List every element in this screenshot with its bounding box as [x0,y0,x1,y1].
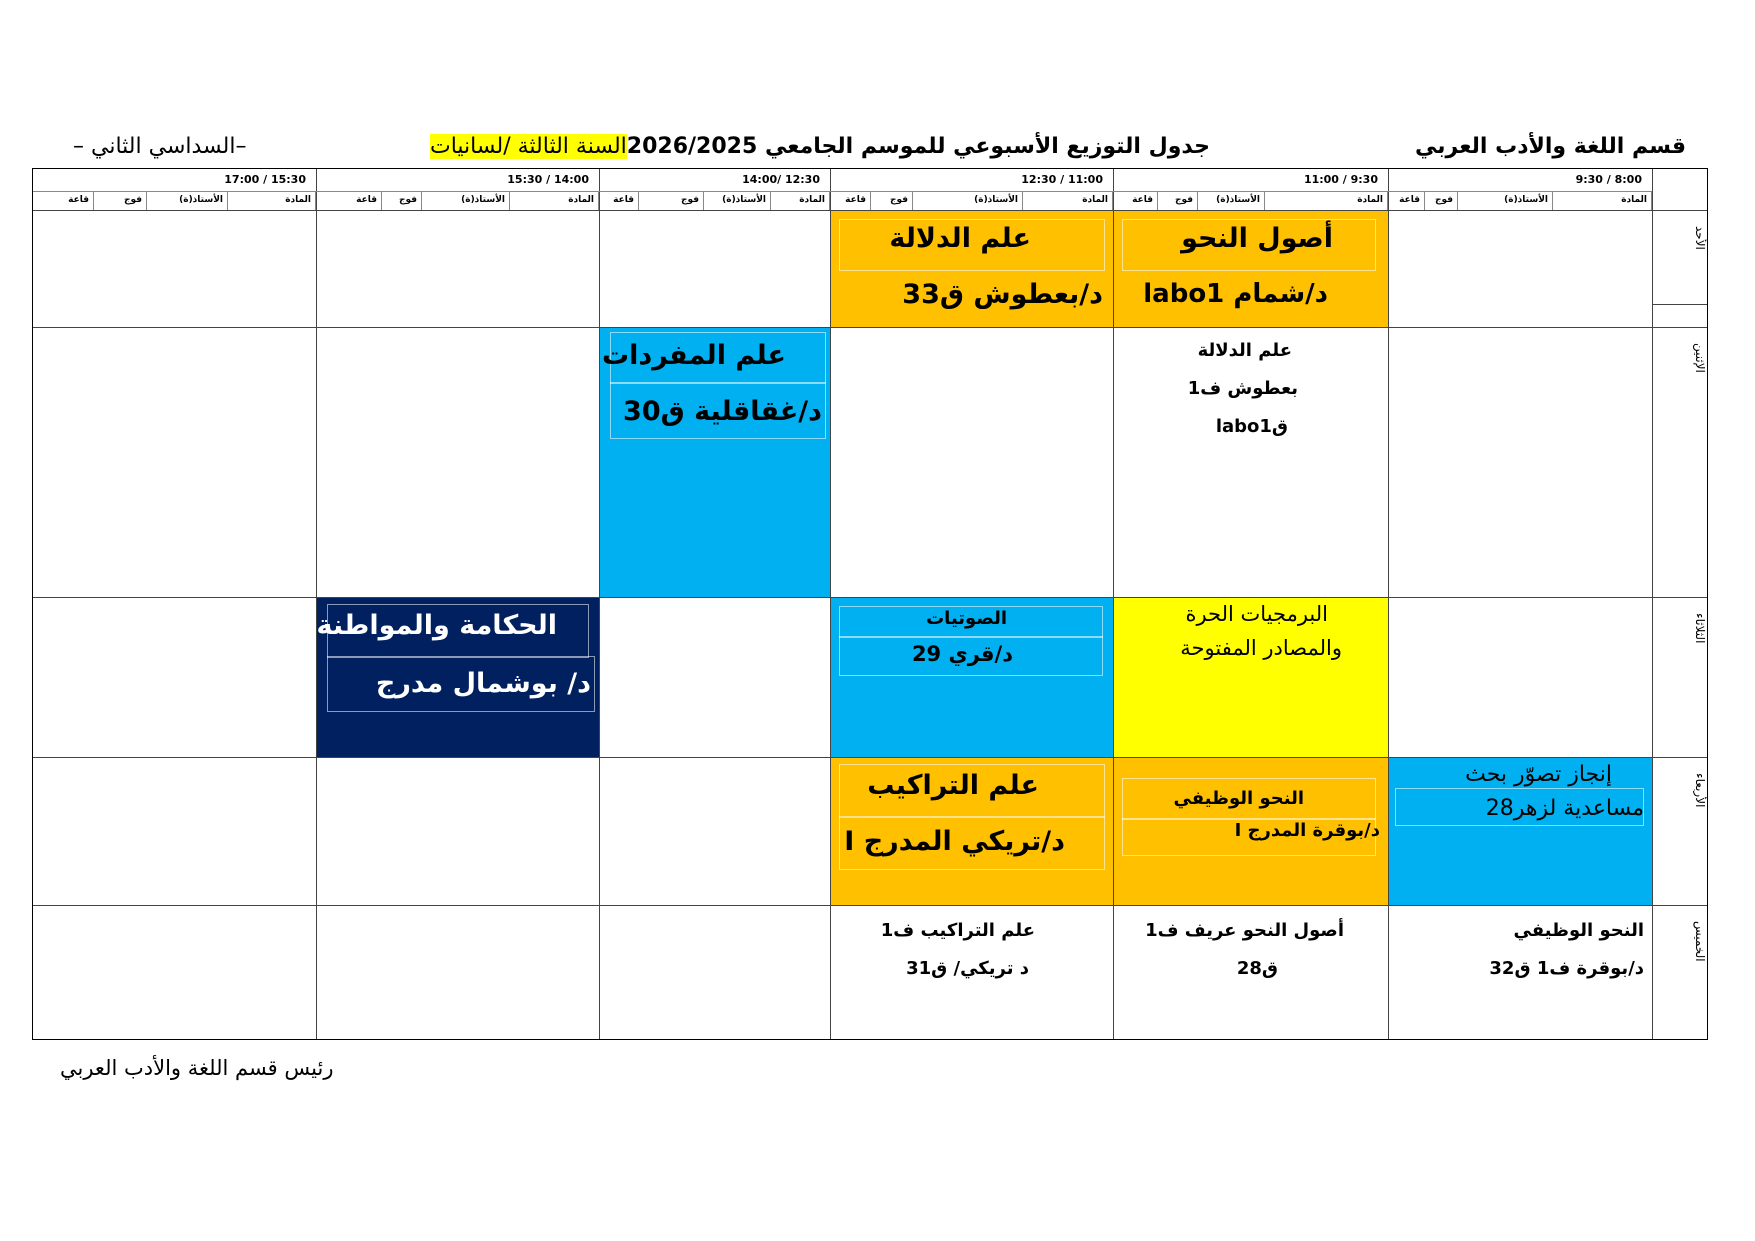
semester-label: –السداسي الثاني – [73,134,247,159]
subheader-teacher: الأستاذ(ة) [422,191,510,210]
session-teacher-room: د/بعطوش ق33 [902,279,1103,310]
session-teacher-room: مساعدية لزهر28 [1485,796,1644,821]
session-teacher-room: د/غقاقلية ق30 [623,396,822,427]
session-teacher-group: بعطوش ف1 [1187,378,1298,399]
subheader-group: فوج [639,191,704,210]
department-title: قسم اللغة والأدب العربي [1415,134,1686,159]
session-subject: الحكامة والمواطنة [316,610,557,641]
subheader-room: قاعة [599,191,639,210]
session-sun-0930 [1114,211,1388,327]
session-subject: الصوتيات [926,608,1007,629]
day-thursday: الخميس [1693,921,1707,962]
subheader-subject: المادة [1023,191,1113,210]
session-tue-1400 [317,598,599,757]
session-subject-cont: والمصادر المفتوحة [1180,636,1342,660]
session-wed-0800 [1389,758,1652,905]
session-subject: أصول النحو [1181,223,1333,254]
subheader-subject: المادة [1265,191,1388,210]
day-tuesday: الثلاثاء [1693,613,1707,644]
subheader-teacher: الأستاذ(ة) [1198,191,1265,210]
subheader-room: قاعة [830,191,871,210]
subheader-group: فوج [1425,191,1458,210]
subheader-room: قاعة [33,191,94,210]
session-subject: علم التراكيب ف1 [880,920,1035,941]
session-teacher-room: د/بوقرة المدرج I [1234,820,1380,841]
slot-header: 9:30 / 8:00 [1575,173,1642,186]
subheader-subject: المادة [228,191,316,210]
session-teacher-room: د/ بوشمال مدرج [375,668,591,699]
session-tue-1100 [831,598,1113,757]
slot-header: 11:00 / 9:30 [1303,173,1378,186]
subheader-group: فوج [94,191,147,210]
session-subject: علم الدلالة [1197,340,1292,361]
subheader-room: قاعة [1388,191,1425,210]
subheader-group: فوج [871,191,913,210]
schedule-table [32,168,1708,1040]
day-sunday: الأحد [1693,226,1707,250]
session-subject: إنجاز تصوّر بحث [1465,762,1612,787]
subheader-teacher: الأستاذ(ة) [704,191,771,210]
session-room: ق28 [1236,958,1278,979]
session-teacher-room: د/قري 29 [911,642,1013,666]
session-mon-1230 [600,328,830,597]
session-wed-1100 [831,758,1113,905]
subheader-room: قاعة [1113,191,1158,210]
session-tue-0930 [1114,598,1388,757]
session-teacher-room: د/تريكي المدرج I [844,826,1065,857]
session-mon-0930 [1114,328,1388,597]
session-teacher-room: د/بوقرة ف1 ق32 [1489,958,1644,979]
session-subject: علم المفردات [601,340,786,371]
session-thu-1100 [831,906,1113,1041]
session-wed-0930 [1114,758,1388,905]
session-thu-0800 [1389,906,1652,1041]
slot-header: 14:00/ 12:30 [742,173,820,186]
session-subject: النحو الوظيفي [1173,788,1304,809]
session-teacher-room: د/شمام labo1 [1143,279,1328,309]
subheader-room: قاعة [316,191,382,210]
slot-header: 17:00 / 15:30 [224,173,306,186]
subheader-subject: المادة [510,191,599,210]
session-subject: علم الدلالة [889,223,1031,254]
footer-signature-label: رئيس قسم اللغة والأدب العربي [60,1056,334,1080]
schedule-title [430,131,1210,163]
slot-header: 12:30 / 11:00 [1021,173,1103,186]
year-specialty-highlight: السنة الثالثة /لسانيات [430,134,627,159]
session-subject: أصول النحو عريف ف1 [1145,920,1344,941]
subheader-subject: المادة [771,191,830,210]
subheader-teacher: الأستاذ(ة) [913,191,1023,210]
subheader-group: فوج [1158,191,1198,210]
subheader-group: فوج [382,191,422,210]
session-sun-1100 [831,211,1113,327]
session-subject: النحو الوظيفي [1513,920,1644,941]
subheader-teacher: الأستاذ(ة) [1458,191,1553,210]
session-subject: البرمجيات الحرة [1185,602,1328,626]
slot-header: 15:30 / 14:00 [507,173,589,186]
session-teacher-room: د تريكي/ ق31 [906,958,1029,979]
schedule-title-main: جدول التوزيع الأسبوعي للموسم الجامعي 2026/2025 [626,134,1210,159]
session-room: قlabo1 [1215,416,1288,437]
session-thu-0930 [1114,906,1388,1041]
subheader-subject: المادة [1553,191,1652,210]
session-subject: علم التراكيب [867,770,1039,801]
day-monday: الإثنين [1693,343,1707,373]
day-wednesday: الأربعاء [1693,773,1707,808]
subheader-teacher: الأستاذ(ة) [147,191,228,210]
